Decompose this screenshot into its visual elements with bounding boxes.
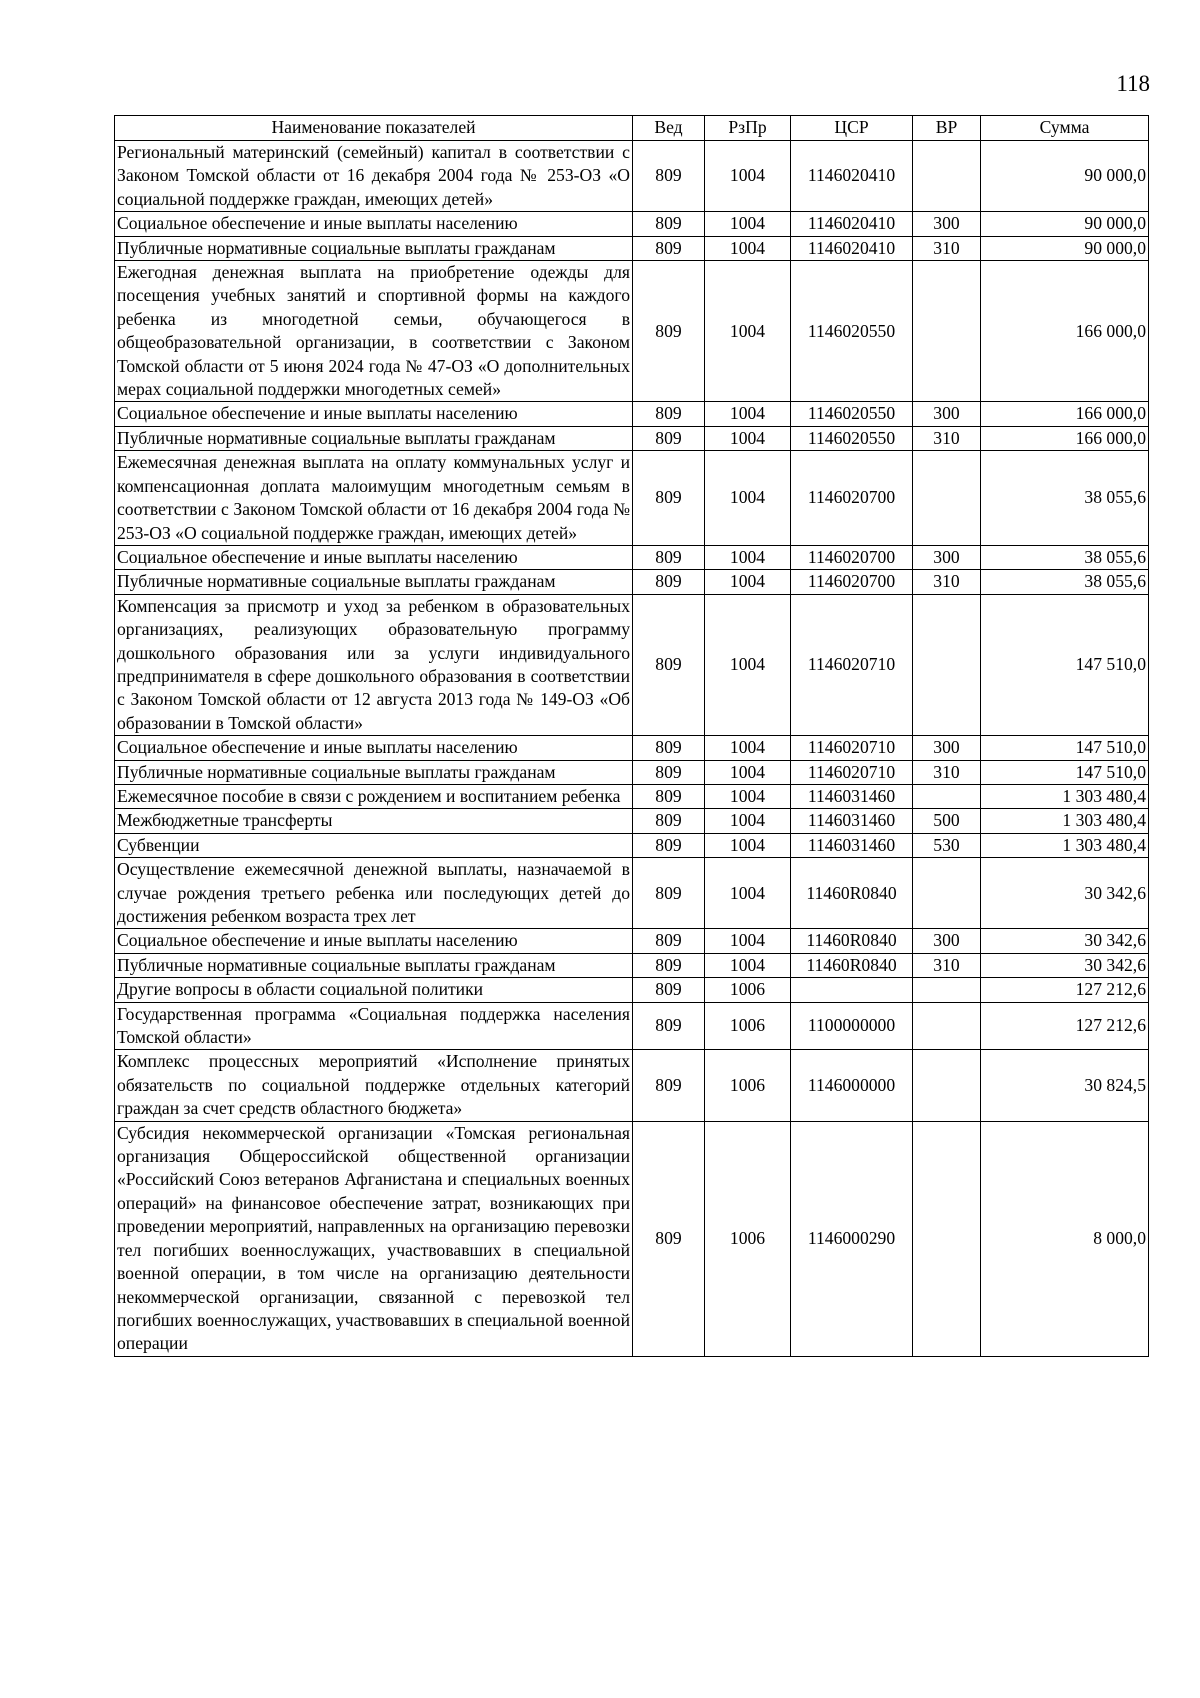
table-row — [115, 978, 1149, 1002]
table-row — [115, 594, 1149, 735]
cell-sum: 30 342,6 — [981, 929, 1149, 953]
cell-name: Публичные нормативные социальные выплаты гражданам — [115, 570, 633, 594]
table-row — [115, 736, 1149, 760]
table-row — [115, 236, 1149, 260]
cell-csr: 1146020550 — [791, 402, 913, 426]
table-row — [115, 426, 1149, 450]
cell-name: Субсидия некоммерческой организации «Томская региональная организация Общероссийской общественной организации «Российский Союз ветеранов Афганистана и специальных военных операций» на финансовое обеспечение затрат, возникающих при проведении мероприятий, направленных на организацию перевозки тел погибших военнослужащих, участвовавших в специальной военной операции, в том числе на организацию деятельности некоммерческой организации, связанной с перевозкой тел погибших военнослужащих, участвовавших в специальной военной операции — [115, 1121, 633, 1356]
cell-vr — [913, 261, 981, 402]
cell-name: Социальное обеспечение и иные выплаты населению — [115, 929, 633, 953]
cell-sum: 127 212,6 — [981, 1002, 1149, 1050]
cell-rzpr: 1004 — [705, 212, 791, 236]
cell-sum: 166 000,0 — [981, 261, 1149, 402]
table-row — [115, 570, 1149, 594]
cell-sum: 8 000,0 — [981, 1121, 1149, 1356]
cell-ved: 809 — [633, 736, 705, 760]
cell-vr: 310 — [913, 236, 981, 260]
table-body — [115, 141, 1149, 1357]
cell-csr: 1146020700 — [791, 570, 913, 594]
cell-rzpr: 1004 — [705, 141, 791, 212]
table-row — [115, 451, 1149, 546]
cell-sum: 38 055,6 — [981, 451, 1149, 546]
cell-vr: 530 — [913, 833, 981, 857]
cell-csr: 1146020410 — [791, 212, 913, 236]
cell-sum: 166 000,0 — [981, 426, 1149, 450]
cell-rzpr: 1004 — [705, 953, 791, 977]
cell-vr — [913, 1121, 981, 1356]
cell-csr: 11460R0840 — [791, 953, 913, 977]
cell-csr: 1146020550 — [791, 426, 913, 450]
cell-ved: 809 — [633, 784, 705, 808]
header-ved: Вед — [633, 116, 705, 141]
cell-vr: 300 — [913, 736, 981, 760]
table-row — [115, 545, 1149, 569]
cell-ved: 809 — [633, 978, 705, 1002]
cell-vr: 500 — [913, 809, 981, 833]
cell-rzpr: 1004 — [705, 570, 791, 594]
cell-sum: 147 510,0 — [981, 760, 1149, 784]
cell-name: Социальное обеспечение и иные выплаты населению — [115, 402, 633, 426]
table-row — [115, 261, 1149, 402]
cell-csr: 1146020410 — [791, 236, 913, 260]
table-row — [115, 402, 1149, 426]
cell-name: Ежемесячное пособие в связи с рождением и воспитанием ребенка — [115, 784, 633, 808]
header-sum: Сумма — [981, 116, 1149, 141]
cell-sum: 166 000,0 — [981, 402, 1149, 426]
cell-rzpr: 1004 — [705, 402, 791, 426]
cell-vr: 300 — [913, 402, 981, 426]
cell-name: Региональный материнский (семейный) капитал в соответствии с Законом Томской области от 16 декабря 2004 года № 253-ОЗ «О социальной поддержке граждан, имеющих детей» — [115, 141, 633, 212]
cell-rzpr: 1004 — [705, 736, 791, 760]
cell-csr: 11460R0840 — [791, 858, 913, 929]
cell-name: Субвенции — [115, 833, 633, 857]
cell-rzpr: 1006 — [705, 1002, 791, 1050]
cell-name: Ежемесячная денежная выплата на оплату коммунальных услуг и компенсационная доплата малоимущим многодетным семьям в соответствии с Законом Томской области от 16 декабря 2004 года № 253-ОЗ «О социальной поддержке граждан, имеющих детей» — [115, 451, 633, 546]
cell-rzpr: 1004 — [705, 858, 791, 929]
cell-ved: 809 — [633, 1121, 705, 1356]
cell-vr — [913, 978, 981, 1002]
page-number: 118 — [1116, 71, 1150, 96]
cell-name: Комплекс процессных мероприятий «Исполнение принятых обязательств по социальной поддержке отдельных категорий граждан за счет средств областного бюджета» — [115, 1050, 633, 1121]
cell-sum: 147 510,0 — [981, 594, 1149, 735]
cell-ved: 809 — [633, 594, 705, 735]
header-rzpr: РзПр — [705, 116, 791, 141]
cell-sum: 30 824,5 — [981, 1050, 1149, 1121]
cell-rzpr: 1006 — [705, 1121, 791, 1356]
cell-csr: 1146000290 — [791, 1121, 913, 1356]
cell-name: Государственная программа «Социальная поддержка населения Томской области» — [115, 1002, 633, 1050]
table-row — [115, 1002, 1149, 1050]
cell-name: Социальное обеспечение и иные выплаты населению — [115, 545, 633, 569]
cell-sum: 30 342,6 — [981, 953, 1149, 977]
cell-csr: 1146000000 — [791, 1050, 913, 1121]
cell-ved: 809 — [633, 760, 705, 784]
cell-csr: 1146031460 — [791, 809, 913, 833]
cell-rzpr: 1006 — [705, 978, 791, 1002]
header-csr: ЦСР — [791, 116, 913, 141]
cell-rzpr: 1004 — [705, 760, 791, 784]
cell-ved: 809 — [633, 809, 705, 833]
table-row — [115, 953, 1149, 977]
cell-vr: 310 — [913, 953, 981, 977]
cell-vr — [913, 858, 981, 929]
cell-rzpr: 1004 — [705, 426, 791, 450]
cell-vr: 300 — [913, 929, 981, 953]
cell-name: Ежегодная денежная выплата на приобретение одежды для посещения учебных занятий и спортивной формы на каждого ребенка из многодетной семьи, обучающегося в общеобразовательной организации, в соответствии с Законом Томской области от 5 июня 2024 года № 47-ОЗ «О дополнительных мерах социальной поддержки многодетных семей» — [115, 261, 633, 402]
cell-rzpr: 1004 — [705, 929, 791, 953]
cell-ved: 809 — [633, 212, 705, 236]
cell-name: Другие вопросы в области социальной политики — [115, 978, 633, 1002]
cell-ved: 809 — [633, 545, 705, 569]
cell-rzpr: 1004 — [705, 784, 791, 808]
cell-sum: 38 055,6 — [981, 545, 1149, 569]
cell-ved: 809 — [633, 426, 705, 450]
cell-vr: 300 — [913, 212, 981, 236]
cell-ved: 809 — [633, 141, 705, 212]
cell-ved: 809 — [633, 1002, 705, 1050]
cell-sum: 30 342,6 — [981, 858, 1149, 929]
cell-name: Межбюджетные трансферты — [115, 809, 633, 833]
table-row — [115, 1121, 1149, 1356]
cell-name: Социальное обеспечение и иные выплаты населению — [115, 736, 633, 760]
cell-ved: 809 — [633, 261, 705, 402]
cell-vr — [913, 1050, 981, 1121]
cell-csr: 1146031460 — [791, 784, 913, 808]
table-row — [115, 809, 1149, 833]
cell-vr — [913, 451, 981, 546]
cell-rzpr: 1006 — [705, 1050, 791, 1121]
cell-ved: 809 — [633, 858, 705, 929]
cell-rzpr: 1004 — [705, 833, 791, 857]
cell-name: Осуществление ежемесячной денежной выплаты, назначаемой в случае рождения третьего ребенка или последующих детей до достижения ребенком возраста трех лет — [115, 858, 633, 929]
cell-rzpr: 1004 — [705, 451, 791, 546]
cell-csr: 1146020700 — [791, 545, 913, 569]
cell-sum: 90 000,0 — [981, 212, 1149, 236]
cell-name: Публичные нормативные социальные выплаты гражданам — [115, 426, 633, 450]
cell-csr: 1146020410 — [791, 141, 913, 212]
cell-rzpr: 1004 — [705, 809, 791, 833]
cell-rzpr: 1004 — [705, 594, 791, 735]
cell-ved: 809 — [633, 929, 705, 953]
cell-csr: 1146020550 — [791, 261, 913, 402]
cell-csr: 1146020710 — [791, 760, 913, 784]
cell-sum: 1 303 480,4 — [981, 784, 1149, 808]
cell-vr — [913, 784, 981, 808]
cell-name: Публичные нормативные социальные выплаты гражданам — [115, 236, 633, 260]
cell-csr: 1146020710 — [791, 736, 913, 760]
cell-vr: 310 — [913, 760, 981, 784]
cell-ved: 809 — [633, 953, 705, 977]
cell-sum: 90 000,0 — [981, 141, 1149, 212]
table-header-row — [115, 116, 1149, 141]
cell-ved: 809 — [633, 451, 705, 546]
table-row — [115, 784, 1149, 808]
cell-ved: 809 — [633, 1050, 705, 1121]
cell-sum: 38 055,6 — [981, 570, 1149, 594]
cell-csr: 1100000000 — [791, 1002, 913, 1050]
header-vr: ВР — [913, 116, 981, 141]
cell-name: Компенсация за присмотр и уход за ребенком в образовательных организациях, реализующих образовательную программу дошкольного образования или за услуги индивидуального предпринимателя в сфере дошкольного образования в соответствии с Законом Томской области от 12 августа 2013 года № 149-ОЗ «Об образовании в Томской области» — [115, 594, 633, 735]
cell-csr: 1146020710 — [791, 594, 913, 735]
cell-sum: 1 303 480,4 — [981, 809, 1149, 833]
cell-ved: 809 — [633, 833, 705, 857]
cell-vr — [913, 141, 981, 212]
cell-rzpr: 1004 — [705, 236, 791, 260]
cell-rzpr: 1004 — [705, 261, 791, 402]
cell-sum: 127 212,6 — [981, 978, 1149, 1002]
cell-ved: 809 — [633, 236, 705, 260]
cell-csr: 11460R0840 — [791, 929, 913, 953]
table-row — [115, 141, 1149, 212]
cell-rzpr: 1004 — [705, 545, 791, 569]
cell-csr: 1146020700 — [791, 451, 913, 546]
cell-vr — [913, 1002, 981, 1050]
budget-table — [114, 115, 1149, 1357]
cell-csr — [791, 978, 913, 1002]
cell-sum: 90 000,0 — [981, 236, 1149, 260]
cell-csr: 1146031460 — [791, 833, 913, 857]
cell-vr — [913, 594, 981, 735]
cell-ved: 809 — [633, 402, 705, 426]
header-name: Наименование показателей — [115, 116, 633, 141]
cell-ved: 809 — [633, 570, 705, 594]
table-row — [115, 929, 1149, 953]
cell-sum: 1 303 480,4 — [981, 833, 1149, 857]
table-row — [115, 1050, 1149, 1121]
table-row — [115, 760, 1149, 784]
cell-vr: 300 — [913, 545, 981, 569]
cell-name: Социальное обеспечение и иные выплаты населению — [115, 212, 633, 236]
cell-vr: 310 — [913, 570, 981, 594]
table-row — [115, 212, 1149, 236]
cell-name: Публичные нормативные социальные выплаты гражданам — [115, 953, 633, 977]
cell-sum: 147 510,0 — [981, 736, 1149, 760]
cell-name: Публичные нормативные социальные выплаты гражданам — [115, 760, 633, 784]
table-row — [115, 858, 1149, 929]
cell-vr: 310 — [913, 426, 981, 450]
table-row — [115, 833, 1149, 857]
